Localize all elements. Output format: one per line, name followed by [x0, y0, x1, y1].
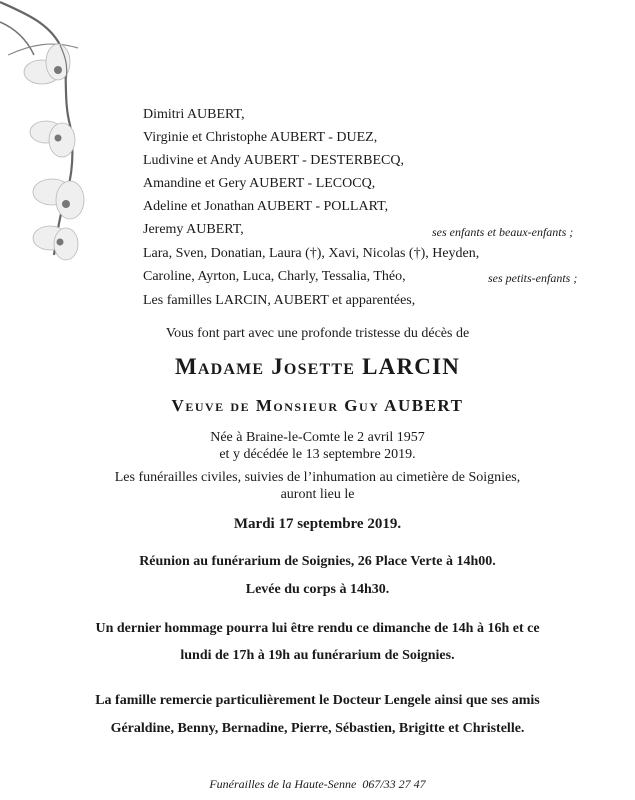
family-member-line: Virginie et Christophe AUBERT - DUEZ,: [143, 130, 378, 145]
children-relation-note: ses enfants et beaux-enfants ;: [432, 225, 574, 239]
meeting-info: Réunion au funérarium de Soignies, 26 Place Verte à 14h00.: [139, 554, 496, 569]
funeral-date: Mardi 17 septembre 2019.: [233, 516, 402, 532]
homage-line-continued: lundi de 17h à 19h au funérarium de Soignies.: [180, 648, 455, 663]
family-member-line: Ludivine et Andy AUBERT - DESTERBECQ,: [143, 153, 405, 168]
levee-info: Levée du corps à 14h30.: [245, 582, 390, 597]
widow-line: Veuve de Monsieur Guy AUBERT: [171, 396, 464, 415]
grandchildren-line: Caroline, Ayrton, Luca, Charly, Tessalia, Théo,: [143, 269, 406, 284]
footer: [0, 777, 635, 792]
funeral-line: Les funérailles civiles, suivies de l’inhumation au cimetière de Soignies,: [114, 470, 521, 485]
homage-line: Un dernier hommage pourra lui être rendu ce dimanche de 14h à 16h et ce: [95, 621, 540, 636]
families-line: Les familles LARCIN, AUBERT et apparentées,: [143, 293, 416, 308]
funeral-home-name: Funérailles de la Haute-Senne: [209, 777, 357, 791]
thanks-line: La famille remercie particulièrement le Docteur Lengele ainsi que ses amis: [95, 693, 540, 708]
grandchildren-relation-note: ses petits-enfants ;: [488, 271, 578, 285]
family-member-line: Amandine et Gery AUBERT - LECOCQ,: [143, 176, 376, 191]
family-member-line: Jeremy AUBERT,: [143, 222, 244, 237]
funeral-home-phone: 067/33 27 47: [362, 777, 426, 791]
birth-line: Née à Braine-le-Comte le 2 avril 1957: [210, 430, 425, 445]
funeral-line-continued: auront lieu le: [280, 487, 355, 502]
orchid-decoration: [0, 0, 110, 270]
death-line: et y décédée le 13 septembre 2019.: [219, 447, 416, 462]
family-member-line: Adeline et Jonathan AUBERT - POLLART,: [143, 199, 389, 214]
deceased-name: Madame Josette LARCIN: [174, 354, 461, 379]
grandchildren-line: Lara, Sven, Donatian, Laura (†), Xavi, Nicolas (†), Heyden,: [143, 246, 480, 261]
family-member-line: Dimitri AUBERT,: [143, 107, 245, 122]
thanks-line-continued: Géraldine, Benny, Bernadine, Pierre, Sébastien, Brigitte et Christelle.: [110, 721, 525, 736]
announcement-intro: Vous font part avec une profonde tristesse du décès de: [165, 326, 470, 341]
